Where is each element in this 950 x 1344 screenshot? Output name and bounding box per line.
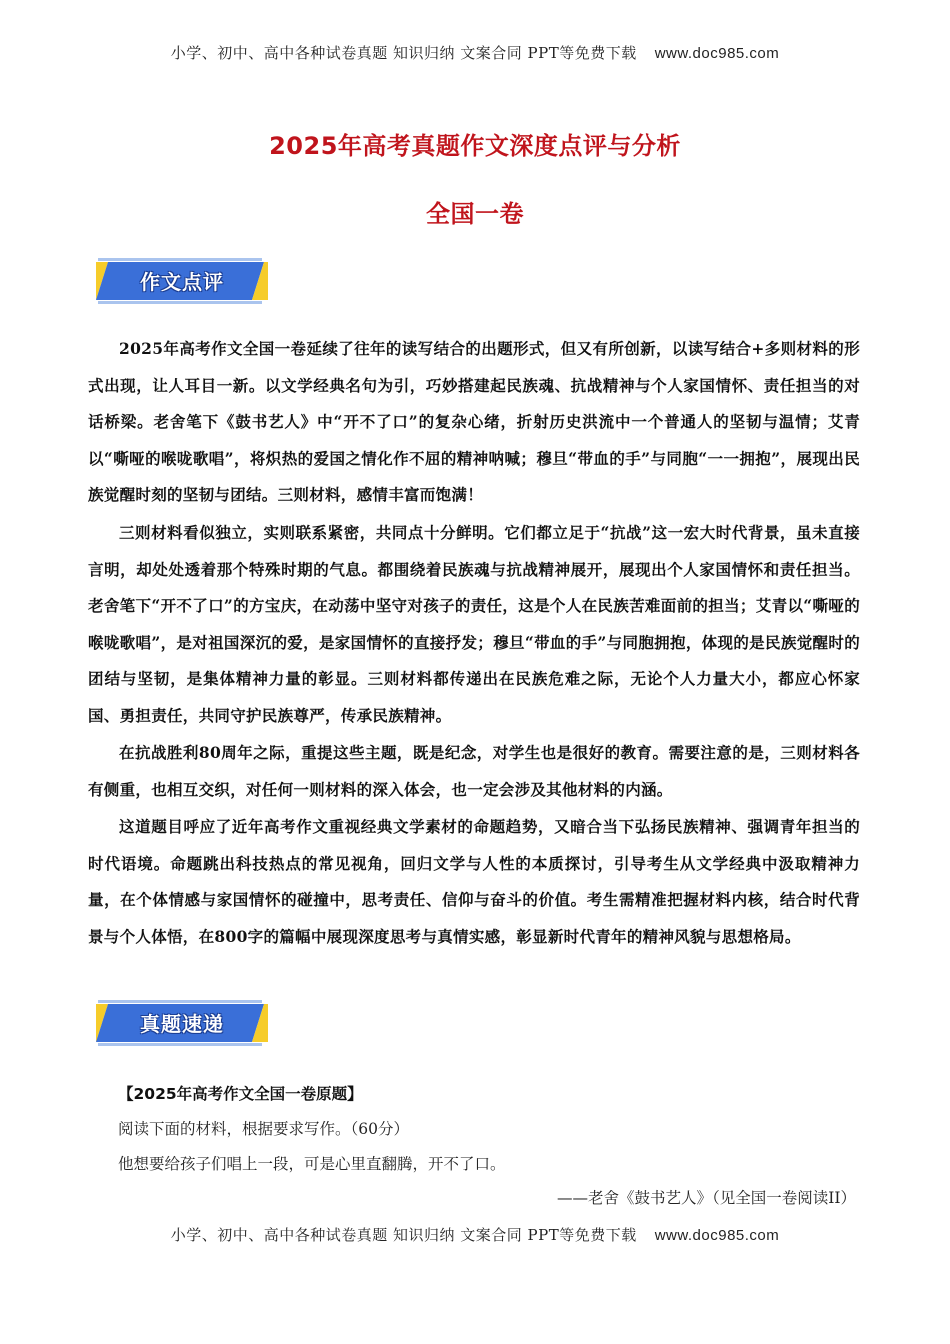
banner-stripe	[98, 258, 262, 261]
footer-text: 小学、初中、高中各种试卷真题 知识归纳 文案合同 PPT等免费下载	[170, 1226, 637, 1244]
review-paragraph: 在抗战胜利80周年之际，重提这些主题，既是纪念，对学生也是很好的教育。需要注意的是，三则材料各有侧重，也相互交织，对任何一则材料的深入体会，也一定会涉及其他材料的内涵。	[88, 743, 860, 799]
review-paragraph: 这道题目呼应了近年高考作文重视经典文学素材的命题趋势，又暗合当下弘扬民族精神、强调青年担当的时代语境。命题跳出科技热点的常见视角，回归文学与人性的本质探讨，引导考生从文学经典中汲取精神力量，在个体情感与家国情怀的碰撞中，思考责任、信仰与奋斗的价值。考生需精准把握材料内核，结合时代背景与个人体悟，在800字的篇幅中展现深度思考与真情实感，彰显新时代青年的精神风貌与思想格局。	[88, 817, 860, 946]
page-title: 2025年高考真题作文深度点评与分析	[269, 132, 681, 160]
banner-stripe	[98, 301, 262, 304]
question-quote: 他想要给孩子们唱上一段，可是心里直翻腾，开不了口。	[118, 1155, 506, 1173]
header-text: 小学、初中、高中各种试卷真题 知识归纳 文案合同 PPT等免费下载	[170, 44, 637, 62]
review-paragraph: 三则材料看似独立，实则联系紧密，共同点十分鲜明。它们都立足于“抗战”这一宏大时代背景，虽未直接言明，却处处透着那个特殊时期的气息。都围绕着民族魂与抗战精神展开，展现出个人家国情怀和责任担当。老舍笔下“开不了口”的方宝庆，在动荡中坚守对孩子的责任，这是个人在民族苦难面前的担当；艾青以“嘶哑的喉咙歌唱”，是对祖国深沉的爱，是家国情怀的直接抒发；穆旦“带血的手”与同胞拥抱，体现的是民族觉醒时的团结与坚韧，是集体精神力量的彰显。三则材料都传递出在民族危难之际，无论个人力量大小，都应心怀家国、勇担责任，共同守护民族尊严，传承民族精神。	[88, 523, 860, 725]
review-paragraph: 2025年高考作文全国一卷延续了往年的读写结合的出题形式，但又有所创新，以读写结合+多则材料的形式出现，让人耳目一新。以文学经典名句为引，巧妙搭建起民族魂、抗战精神与个人家国情怀、责任担当的对话桥梁。老舍笔下《鼓书艺人》中“开不了口”的复杂心绪，折射历史洪流中一个普通人的坚韧与温情；艾青以“嘶哑的喉咙歌唱”，将炽热的爱国之情化作不屈的精神呐喊；穆旦“带血的手”与同胞“一一拥抱”，展现出民族觉醒时刻的坚韧与团结。三则材料，感情丰富而饱满！	[88, 339, 860, 504]
section-banner-question	[96, 1000, 268, 1046]
question-instruction: 阅读下面的材料，根据要求写作。（60分）	[118, 1120, 409, 1138]
banner-stripe	[98, 1000, 262, 1003]
header-url[interactable]: www.doc985.com	[654, 45, 780, 62]
banner-label-question: 真题速递	[140, 1012, 224, 1036]
page-subtitle: 全国一卷	[426, 200, 524, 228]
banner-stripe	[98, 1043, 262, 1046]
footer-url[interactable]: www.doc985.com	[654, 1227, 780, 1244]
page-footer	[0, 1224, 950, 1245]
question-source: ——老舍《鼓书艺人》（见全国一卷阅读II）	[557, 1189, 856, 1207]
section-banner-review	[96, 258, 268, 304]
question-heading: 【2025年高考作文全国一卷原题】	[118, 1085, 363, 1103]
page-header	[0, 42, 950, 63]
banner-label-review: 作文点评	[140, 270, 224, 294]
